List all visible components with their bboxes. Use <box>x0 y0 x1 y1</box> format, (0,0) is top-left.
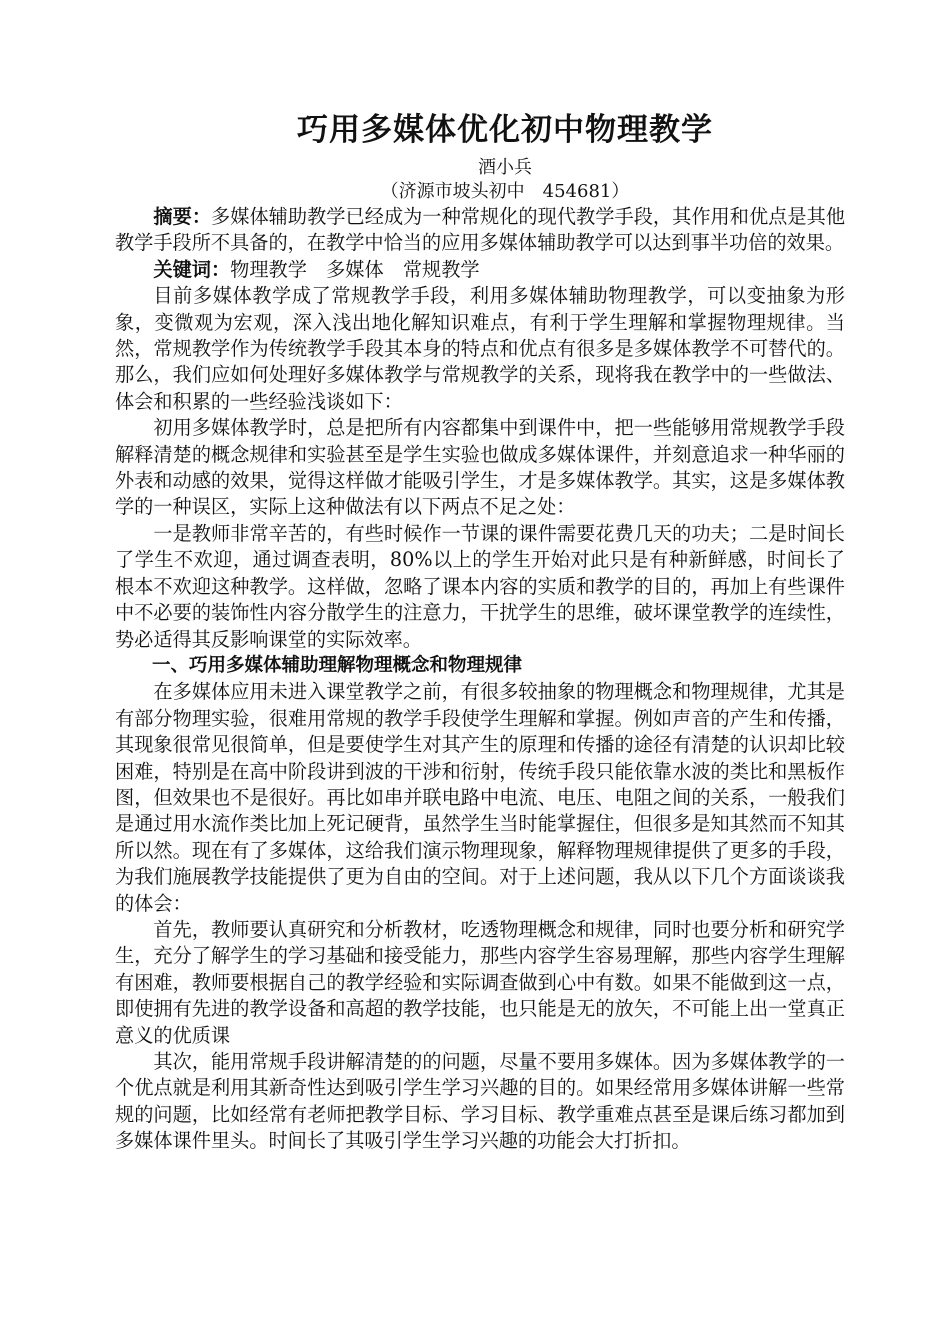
keywords <box>115 257 845 283</box>
body-paragraph: 首先，教师要认真研究和分析教材，吃透物理概念和规律，同时也要分析和研究学生，充分了解学生的学习基础和接受能力，那些内容学生容易理解，那些内容学生理解有困难，教师要根据自己的教学经验和实际调查做到心中有数。如果不能做到这一点，即使拥有先进的教学设备和高超的教学技能，也只能是无的放矢，不可能上出一堂真正意义的优质课 <box>115 917 845 1047</box>
abstract-label: 摘要： <box>153 205 212 228</box>
author-affiliation: （济源市坡头初中 454681） <box>380 181 630 202</box>
body-paragraph: 在多媒体应用未进入课堂教学之前，有很多较抽象的物理概念和物理规律，尤其是有部分物理实验，很难用常规的教学手段使学生理解和掌握。例如声音的产生和传播，其现象很常见很简单，但是要使学生对其产生的原理和传播的途径有清楚的认识却比较困难，特别是在高中阶段讲到波的干涉和衍射，传统手段只能依靠水波的类比和黑板作图，但效果也不是很好。再比如串并联电路中电流、电压、电阻之间的关系，一般我们是通过用水流作类比加上死记硬背，虽然学生当时能掌握住，但很多是知其然而不知其所以然。现在有了多媒体，这给我们演示物理现象，解释物理规律提供了更多的手段，为我们施展教学技能提供了更为自由的空间。对于上述问题，我从以下几个方面谈谈我的体会： <box>115 680 845 915</box>
author-name: 酒小兵 <box>478 157 532 178</box>
keywords-text: 物理教学 多媒体 常规教学 <box>230 257 480 281</box>
section-heading: 一、巧用多媒体辅助理解物理概念和物理规律 <box>152 654 523 676</box>
body-paragraph: 目前多媒体教学成了常规教学手段，利用多媒体辅助物理教学，可以变抽象为形象，变微观为宏观，深入浅出地化解知识难点，有利于学生理解和掌握物理规律。当然，常规教学作为传统教学手段其本身的特点和优点有很多是多媒体教学不可替代的。那么，我们应如何处理好多媒体教学与常规教学的关系，现将我在教学中的一些做法、体会和积累的一些经验浅谈如下： <box>115 284 845 413</box>
body-paragraph: 一是教师非常辛苦的，有些时候作一节课的课件需要花费几天的功夫；二是时间长了学生不欢迎，通过调查表明，80%以上的学生开始对此只是有种新鲜感，时间长了根本不欢迎这种教学。这样做，忽略了课本内容的实质和教学的目的，再加上有些课件中不必要的装饰性内容分散学生的注意力，干扰学生的思维，破坏课堂教学的连续性，势必适得其反影响课堂的实际效率。 <box>115 521 845 651</box>
keywords-label: 关键词： <box>153 257 231 281</box>
body-paragraph: 其次，能用常规手段讲解清楚的的问题，尽量不要用多媒体。因为多媒体教学的一个优点就是利用其新奇性达到吸引学生学习兴趣的目的。如果经常用多媒体讲解一些常规的问题，比如经常有老师把教学目标、学习目标、教学重难点甚至是课后练习都加到多媒体课件里头。时间长了其吸引学生学习兴趣的功能会大打折扣。 <box>115 1050 845 1153</box>
document-page <box>115 108 845 1155</box>
article-title: 巧用多媒体优化初中物理教学 <box>297 112 713 148</box>
body-paragraph: 初用多媒体教学时，总是把所有内容都集中到课件中，把一些能够用常规教学手段解释清楚的概念规律和实验甚至是学生实验也做成多媒体课件，并刻意追求一种华丽的外表和动感的效果，觉得这样做才能吸引学生，才是多媒体教学。其实，这是多媒体教学的一种误区，实际上这种做法有以下两点不足之处： <box>115 416 845 519</box>
abstract-text: 多媒体辅助教学已经成为一种常规化的现代教学手段，其作用和优点是其他教学手段所不具备的，在教学中恰当的应用多媒体辅助教学可以达到事半功倍的效果。 <box>115 205 846 255</box>
abstract <box>115 204 845 257</box>
